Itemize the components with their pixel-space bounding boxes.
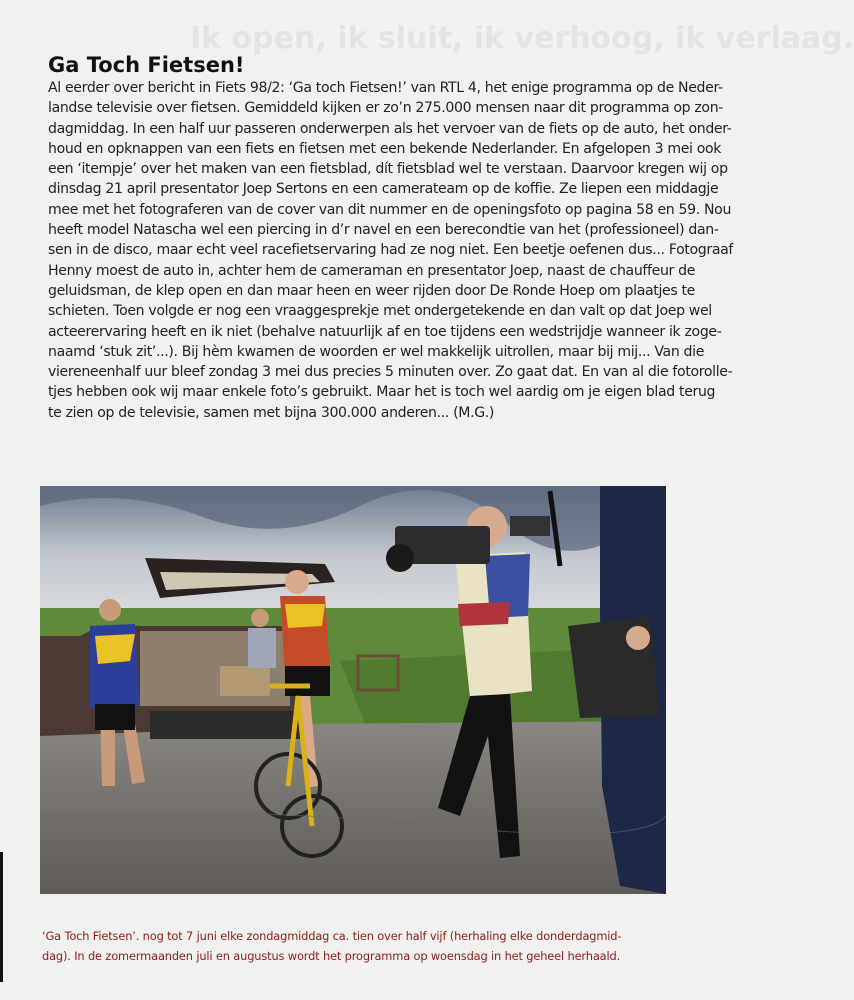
page-edge-mark	[0, 852, 3, 982]
body-line: naamd ‘stuk zit’...). Bij hèm kwamen de woorden er wel makkelijk uitrollen, maar bij mij... Van die	[48, 343, 705, 360]
article	[48, 52, 734, 423]
body-line: acteerervaring heeft en ik niet (behalve natuurlijk af en toe tijdens een wedstrijdje wanneer ik zoge-	[48, 323, 722, 340]
body-line: landse televisie over fietsen. Gemiddeld kijken er zo’n 275.000 mensen naar dit programma op zon-	[48, 100, 724, 117]
body-line: Al eerder over bericht in Fiets 98/2: ‘Ga toch Fietsen!’ van RTL 4, het enige programma op de Neder-	[48, 80, 723, 96]
photo-scene	[40, 486, 666, 894]
photo-caption	[42, 926, 682, 966]
background-ghost-text: Ik open, ik sluit, ik verhoog, ik verlaag.	[190, 21, 854, 56]
article-body	[48, 78, 734, 423]
caption-line: dag). In de zomermaanden juli en augustus wordt het programma op woensdag in het geheel herhaald.	[42, 949, 621, 963]
body-line: te zien op de televisie, samen met bijna 300.000 anderen... (M.G.)	[48, 404, 495, 421]
body-line: tjes hebben ook wij maar enkele foto’s gebruikt. Maar het is toch wel aardig om je eigen blad terug	[48, 384, 716, 401]
body-line: dinsdag 21 april presentator Joep Sertons en een camerateam op de koffie. Ze liepen een middagje	[48, 181, 719, 198]
body-line: een ‘itempje’ over het maken van een fietsblad, dít fietsblad wel te verstaan. Daarvoor kregen wij op	[48, 161, 728, 178]
caption-line: ‘Ga Toch Fietsen’. nog tot 7 juni elke zondagmiddag ca. tien over half vijf (herhaling elke donderdagmid-	[42, 929, 622, 943]
body-line: houd en opknappen van een fiets en fietsen met een bekende Nederlander. En afgelopen 3 mei ook	[48, 140, 722, 157]
body-line: geluidsman, de klep open en dan maar heen en weer rijden door De Ronde Hoep om plaatjes te	[48, 282, 695, 299]
body-line: heeft model Natascha wel een piercing in d’r navel en een berecondtie van het (professioneel) dan-	[48, 222, 719, 239]
body-line: mee met het fotograferen van de cover van dit nummer en de openingsfoto op pagina 58 en 59. Nou	[48, 201, 732, 218]
article-photo	[40, 486, 666, 894]
body-line: dagmiddag. In een half uur passeren onderwerpen als het vervoer van de fiets op de auto, het onder-	[48, 120, 732, 137]
body-line: viereneenhalf uur bleef zondag 3 mei dus precies 5 minuten over. Zo gaat dat. En van al die fotorolle-	[48, 364, 733, 381]
body-line: schieten. Toen volgde er nog een vraaggesprekje met ondergetekende en dan valt op dat Joep wel	[48, 303, 712, 320]
article-title: Ga Toch Fietsen!	[48, 53, 245, 77]
body-line: sen in de disco, maar echt veel racefietservaring had ze nog niet. Een beetje oefenen dus... Fotograaf	[48, 242, 734, 259]
body-line: Henny moest de auto in, achter hem de cameraman en presentator Joep, naast de chauffeur de	[48, 262, 696, 279]
